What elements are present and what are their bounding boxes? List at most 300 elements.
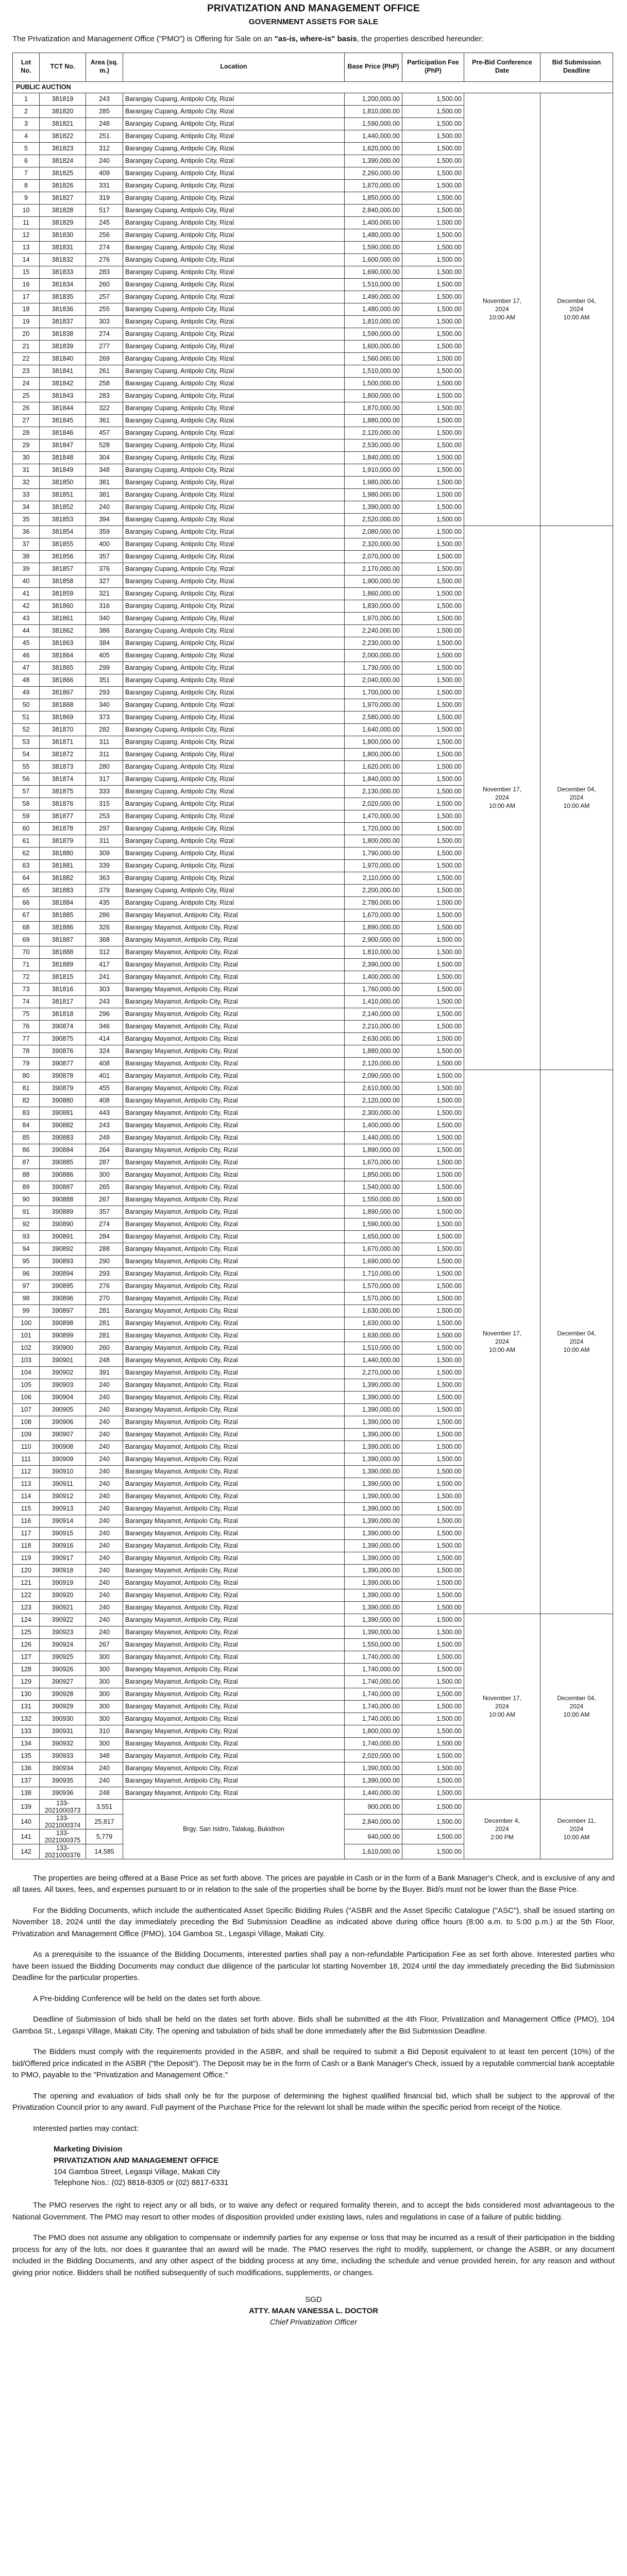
intro-tail: , the properties described hereunder: <box>357 35 484 43</box>
cell-location: Barangay Mayamot, Antipolo City, Rizal <box>123 1638 345 1651</box>
cell-tct: 381818 <box>40 1008 86 1020</box>
cell-fee: 1,500.00 <box>402 1379 464 1391</box>
cell-fee: 1,500.00 <box>402 785 464 798</box>
cell-lot: 102 <box>13 1342 40 1354</box>
cell-location: Barangay Cupang, Antipolo City, Rizal <box>123 216 345 229</box>
cell-price: 1,480,000.00 <box>345 229 402 241</box>
cell-location: Barangay Cupang, Antipolo City, Rizal <box>123 389 345 402</box>
deadline-line: 2024 <box>569 793 584 801</box>
paragraph-rights: The PMO reserves the right to reject any or all bids, or to waive any defect or required formality therein, and to accept the bids considered most advantageous to the National Government. The PMO may resort to other modes of disposition provided under existing laws, rules and regulations in case of a failure of public bidding. <box>12 2201 615 2222</box>
cell-tct: 381825 <box>40 167 86 179</box>
cell-area: 348 <box>86 464 123 476</box>
cell-tct: 390900 <box>40 1342 86 1354</box>
cell-price: 1,480,000.00 <box>345 303 402 315</box>
cell-price: 1,880,000.00 <box>345 1045 402 1057</box>
cell-tct: 381846 <box>40 427 86 439</box>
cell-fee: 1,500.00 <box>402 1440 464 1453</box>
cell-area: 241 <box>86 971 123 983</box>
cell-location: Barangay Cupang, Antipolo City, Rizal <box>123 253 345 266</box>
cell-area: 276 <box>86 1280 123 1292</box>
cell-area: 256 <box>86 229 123 241</box>
cell-area: 339 <box>86 859 123 872</box>
cell-lot: 12 <box>13 229 40 241</box>
notice-subtitle: GOVERNMENT ASSETS FOR SALE <box>248 18 379 26</box>
cell-deadline <box>540 1070 613 1614</box>
cell-location: Barangay Mayamot, Antipolo City, Rizal <box>123 909 345 921</box>
cell-area: 331 <box>86 179 123 192</box>
cell-lot: 129 <box>13 1675 40 1688</box>
cell-fee: 1,500.00 <box>402 476 464 488</box>
cell-area: 281 <box>86 1304 123 1317</box>
cell-area: 408 <box>86 1094 123 1107</box>
cell-fee: 1,500.00 <box>402 1626 464 1638</box>
cell-tct: 381887 <box>40 934 86 946</box>
cell-location: Barangay Mayamot, Antipolo City, Rizal <box>123 1478 345 1490</box>
cell-area: 326 <box>86 921 123 934</box>
cell-fee: 1,500.00 <box>402 1844 464 1859</box>
cell-lot: 126 <box>13 1638 40 1651</box>
cell-area: 240 <box>86 1453 123 1465</box>
cell-lot: 90 <box>13 1193 40 1206</box>
cell-price: 1,390,000.00 <box>345 155 402 167</box>
cell-tct: 390883 <box>40 1131 86 1144</box>
cell-area: 300 <box>86 1700 123 1713</box>
cell-fee: 1,500.00 <box>402 464 464 476</box>
cell-price: 1,620,000.00 <box>345 142 402 155</box>
cell-fee: 1,500.00 <box>402 1206 464 1218</box>
cell-area: 300 <box>86 1651 123 1663</box>
cell-location: Barangay Cupang, Antipolo City, Rizal <box>123 872 345 884</box>
cell-location: Barangay Mayamot, Antipolo City, Rizal <box>123 1156 345 1168</box>
cell-area: 443 <box>86 1107 123 1119</box>
cell-fee: 1,500.00 <box>402 216 464 229</box>
cell-location: Barangay Cupang, Antipolo City, Rizal <box>123 587 345 600</box>
cell-price: 2,170,000.00 <box>345 563 402 575</box>
cell-location: Barangay Mayamot, Antipolo City, Rizal <box>123 1675 345 1688</box>
cell-price: 2,390,000.00 <box>345 958 402 971</box>
cell-tct: 381856 <box>40 550 86 563</box>
cell-lot: 124 <box>13 1614 40 1626</box>
cell-location: Barangay Mayamot, Antipolo City, Rizal <box>123 1651 345 1663</box>
cell-fee: 1,500.00 <box>402 612 464 624</box>
cell-location: Barangay Cupang, Antipolo City, Rizal <box>123 142 345 155</box>
cell-price: 1,690,000.00 <box>345 1255 402 1267</box>
cell-tct: 390894 <box>40 1267 86 1280</box>
cell-tct: 390904 <box>40 1391 86 1403</box>
cell-area: 240 <box>86 1539 123 1552</box>
cell-fee: 1,500.00 <box>402 1045 464 1057</box>
cell-lot: 132 <box>13 1713 40 1725</box>
col-header-prebid: Pre-Bid Conference Date <box>464 53 540 81</box>
cell-tct: 390898 <box>40 1317 86 1329</box>
cell-lot: 35 <box>13 513 40 526</box>
cell-tct: 381844 <box>40 402 86 414</box>
cell-price: 1,510,000.00 <box>345 365 402 377</box>
cell-tct: 381843 <box>40 389 86 402</box>
prebid-line: December 4, <box>484 1817 520 1824</box>
cell-area: 280 <box>86 760 123 773</box>
cell-price: 1,390,000.00 <box>345 1539 402 1552</box>
cell-fee: 1,500.00 <box>402 291 464 303</box>
cell-fee: 1,500.00 <box>402 1829 464 1844</box>
cell-price: 2,840,000.00 <box>345 204 402 216</box>
cell-price: 2,140,000.00 <box>345 1008 402 1020</box>
intro-paragraph <box>12 33 615 45</box>
cell-area: 240 <box>86 155 123 167</box>
cell-area: 517 <box>86 204 123 216</box>
cell-price: 1,390,000.00 <box>345 1391 402 1403</box>
cell-price: 1,400,000.00 <box>345 1119 402 1131</box>
deadline-line: 10:00 AM <box>563 1834 590 1841</box>
cell-fee: 1,500.00 <box>402 649 464 662</box>
cell-lot: 37 <box>13 538 40 550</box>
cell-price: 1,470,000.00 <box>345 810 402 822</box>
cell-price: 1,790,000.00 <box>345 847 402 859</box>
cell-area: 257 <box>86 291 123 303</box>
cell-area: 240 <box>86 1626 123 1638</box>
cell-lot: 141 <box>13 1829 40 1844</box>
cell-area: 240 <box>86 1564 123 1577</box>
cell-fee: 1,500.00 <box>402 1366 464 1379</box>
cell-area: 240 <box>86 1379 123 1391</box>
cell-lot: 40 <box>13 575 40 587</box>
cell-fee: 1,500.00 <box>402 1663 464 1675</box>
cell-area: 317 <box>86 773 123 785</box>
contact-division: Marketing Division <box>54 2145 123 2154</box>
cell-fee: 1,500.00 <box>402 773 464 785</box>
cell-area: 435 <box>86 896 123 909</box>
cell-price: 1,630,000.00 <box>345 1317 402 1329</box>
cell-area: 281 <box>86 1317 123 1329</box>
cell-price: 1,590,000.00 <box>345 1218 402 1230</box>
cell-area: 300 <box>86 1675 123 1688</box>
deadline-line: 2024 <box>569 1702 584 1710</box>
cell-tct: 133-2021000375 <box>40 1829 86 1844</box>
cell-area: 409 <box>86 167 123 179</box>
cell-fee: 1,500.00 <box>402 278 464 291</box>
cell-fee: 1,500.00 <box>402 1675 464 1688</box>
cell-area: 290 <box>86 1255 123 1267</box>
cell-location: Barangay Mayamot, Antipolo City, Rizal <box>123 1329 345 1342</box>
cell-location: Barangay Cupang, Antipolo City, Rizal <box>123 93 345 105</box>
cell-price: 1,980,000.00 <box>345 476 402 488</box>
cell-lot: 114 <box>13 1490 40 1502</box>
cell-area: 240 <box>86 1515 123 1527</box>
cell-tct: 381889 <box>40 958 86 971</box>
cell-lot: 49 <box>13 686 40 699</box>
cell-fee: 1,500.00 <box>402 427 464 439</box>
cell-price: 1,690,000.00 <box>345 266 402 278</box>
cell-price: 1,700,000.00 <box>345 686 402 699</box>
cell-fee: 1,500.00 <box>402 1342 464 1354</box>
cell-tct: 381883 <box>40 884 86 896</box>
cell-fee: 1,500.00 <box>402 414 464 427</box>
cell-lot: 1 <box>13 93 40 105</box>
cell-area: 264 <box>86 1144 123 1156</box>
cell-price: 1,730,000.00 <box>345 662 402 674</box>
cell-fee: 1,500.00 <box>402 1267 464 1280</box>
cell-area: 258 <box>86 377 123 389</box>
cell-fee: 1,500.00 <box>402 1230 464 1243</box>
cell-location: Barangay Cupang, Antipolo City, Rizal <box>123 600 345 612</box>
cell-tct: 381838 <box>40 328 86 340</box>
cell-fee: 1,500.00 <box>402 1131 464 1144</box>
cell-fee: 1,500.00 <box>402 1465 464 1478</box>
cell-location: Barangay Cupang, Antipolo City, Rizal <box>123 266 345 278</box>
cell-tct: 390925 <box>40 1651 86 1663</box>
cell-price: 2,130,000.00 <box>345 785 402 798</box>
cell-lot: 109 <box>13 1428 40 1440</box>
cell-lot: 17 <box>13 291 40 303</box>
cell-lot: 42 <box>13 600 40 612</box>
cell-lot: 11 <box>13 216 40 229</box>
cell-fee: 1,500.00 <box>402 1713 464 1725</box>
cell-price: 1,390,000.00 <box>345 1453 402 1465</box>
cell-area: 346 <box>86 1020 123 1032</box>
cell-tct: 390885 <box>40 1156 86 1168</box>
cell-tct: 381833 <box>40 266 86 278</box>
cell-tct: 390891 <box>40 1230 86 1243</box>
cell-area: 351 <box>86 674 123 686</box>
cell-price: 1,390,000.00 <box>345 1440 402 1453</box>
cell-tct: 390903 <box>40 1379 86 1391</box>
cell-lot: 58 <box>13 798 40 810</box>
cell-lot: 110 <box>13 1440 40 1453</box>
cell-tct: 390888 <box>40 1193 86 1206</box>
cell-fee: 1,500.00 <box>402 995 464 1008</box>
cell-location: Barangay Mayamot, Antipolo City, Rizal <box>123 1292 345 1304</box>
col-header-tct: TCT No. <box>40 53 86 81</box>
cell-fee: 1,500.00 <box>402 142 464 155</box>
cell-tct: 381822 <box>40 130 86 142</box>
cell-location: Barangay Mayamot, Antipolo City, Rizal <box>123 1601 345 1614</box>
cell-lot: 72 <box>13 971 40 983</box>
cell-location: Barangay Mayamot, Antipolo City, Rizal <box>123 1440 345 1453</box>
cell-tct: 390919 <box>40 1577 86 1589</box>
cell-fee: 1,500.00 <box>402 699 464 711</box>
cell-price: 1,600,000.00 <box>345 340 402 352</box>
cell-lot: 25 <box>13 389 40 402</box>
cell-location: Barangay Mayamot, Antipolo City, Rizal <box>123 1008 345 1020</box>
cell-fee: 1,500.00 <box>402 1193 464 1206</box>
cell-tct: 390895 <box>40 1280 86 1292</box>
cell-location: Barangay Mayamot, Antipolo City, Rizal <box>123 1342 345 1354</box>
cell-lot: 108 <box>13 1416 40 1428</box>
cell-tct: 390926 <box>40 1663 86 1675</box>
cell-location: Barangay Cupang, Antipolo City, Rizal <box>123 798 345 810</box>
cell-tct: 390897 <box>40 1304 86 1317</box>
cell-area: 253 <box>86 810 123 822</box>
cell-location: Barangay Cupang, Antipolo City, Rizal <box>123 192 345 204</box>
cell-tct: 381828 <box>40 204 86 216</box>
cell-tct: 390906 <box>40 1416 86 1428</box>
cell-fee: 1,500.00 <box>402 1490 464 1502</box>
cell-area: 260 <box>86 278 123 291</box>
cell-area: 293 <box>86 1267 123 1280</box>
cell-tct: 381839 <box>40 340 86 352</box>
cell-fee: 1,500.00 <box>402 1564 464 1577</box>
signatory-name: ATTY. MAAN VANESSA L. DOCTOR <box>248 2306 379 2315</box>
cell-price: 2,210,000.00 <box>345 1020 402 1032</box>
cell-area: 284 <box>86 1230 123 1243</box>
cell-location: Barangay Mayamot, Antipolo City, Rizal <box>123 921 345 934</box>
cell-lot: 95 <box>13 1255 40 1267</box>
table-row <box>13 1799 613 1814</box>
cell-location: Barangay Mayamot, Antipolo City, Rizal <box>123 1614 345 1626</box>
cell-location: Barangay Cupang, Antipolo City, Rizal <box>123 563 345 575</box>
cell-lot: 15 <box>13 266 40 278</box>
cell-location: Barangay Mayamot, Antipolo City, Rizal <box>123 1070 345 1082</box>
cell-lot: 89 <box>13 1181 40 1193</box>
cell-price: 1,740,000.00 <box>345 1700 402 1713</box>
cell-price: 2,200,000.00 <box>345 884 402 896</box>
cell-area: 408 <box>86 1057 123 1070</box>
cell-fee: 1,500.00 <box>402 229 464 241</box>
cell-tct: 390905 <box>40 1403 86 1416</box>
cell-fee: 1,500.00 <box>402 1020 464 1032</box>
cell-area: 359 <box>86 526 123 538</box>
cell-location: Barangay Cupang, Antipolo City, Rizal <box>123 612 345 624</box>
cell-fee: 1,500.00 <box>402 896 464 909</box>
cell-lot: 77 <box>13 1032 40 1045</box>
cell-deadline <box>540 1614 613 1799</box>
cell-lot: 19 <box>13 315 40 328</box>
cell-price: 2,900,000.00 <box>345 934 402 946</box>
cell-tct: 381826 <box>40 179 86 192</box>
cell-tct: 390902 <box>40 1366 86 1379</box>
cell-lot: 103 <box>13 1354 40 1366</box>
cell-fee: 1,500.00 <box>402 1814 464 1829</box>
cell-area: 312 <box>86 142 123 155</box>
org-title: PRIVATIZATION AND MANAGEMENT OFFICE <box>207 3 420 14</box>
cell-area: 391 <box>86 1366 123 1379</box>
cell-area: 300 <box>86 1713 123 1725</box>
table-row <box>13 1614 613 1626</box>
cell-lot: 31 <box>13 464 40 476</box>
cell-location: Barangay Mayamot, Antipolo City, Rizal <box>123 1502 345 1515</box>
cell-lot: 64 <box>13 872 40 884</box>
cell-fee: 1,500.00 <box>402 748 464 760</box>
cell-fee: 1,500.00 <box>402 711 464 723</box>
cell-price: 1,390,000.00 <box>345 501 402 513</box>
cell-price: 1,980,000.00 <box>345 488 402 501</box>
cell-location: Barangay Cupang, Antipolo City, Rizal <box>123 155 345 167</box>
prebid-line: 2024 <box>495 1702 509 1710</box>
cell-prebid <box>464 526 540 1070</box>
cell-area: 414 <box>86 1032 123 1045</box>
cell-area: 340 <box>86 699 123 711</box>
cell-area: 311 <box>86 736 123 748</box>
cell-tct: 390931 <box>40 1725 86 1737</box>
cell-tct: 381823 <box>40 142 86 155</box>
cell-price: 1,880,000.00 <box>345 414 402 427</box>
cell-price: 1,510,000.00 <box>345 1342 402 1354</box>
cell-area: 322 <box>86 402 123 414</box>
cell-area: 304 <box>86 451 123 464</box>
cell-area: 340 <box>86 612 123 624</box>
cell-location: Barangay Cupang, Antipolo City, Rizal <box>123 649 345 662</box>
cell-price: 1,540,000.00 <box>345 1181 402 1193</box>
cell-fee: 1,500.00 <box>402 822 464 835</box>
cell-location: Barangay Mayamot, Antipolo City, Rizal <box>123 1119 345 1131</box>
cell-tct: 133-2021000374 <box>40 1814 86 1829</box>
cell-tct: 390912 <box>40 1490 86 1502</box>
cell-price: 1,410,000.00 <box>345 995 402 1008</box>
cell-lot: 21 <box>13 340 40 352</box>
cell-area: 315 <box>86 798 123 810</box>
cell-fee: 1,500.00 <box>402 93 464 105</box>
cell-fee: 1,500.00 <box>402 1577 464 1589</box>
cell-price: 1,610,000.00 <box>345 1844 402 1859</box>
cell-area: 3,551 <box>86 1799 123 1814</box>
paragraph-deposit: The Bidders must comply with the requirements provided in the ASBR, and shall be required to submit a Bid Deposit equivalent to at least ten percent (10%) of the bid/Offered price indicated in the ASBR ("the Deposit"). The Deposit may be in the form of Cash or a Bank Manager's Check, issued by a reputable commercial bank acceptable to PMO, payable to the "Privatization and Management Office." <box>12 2047 615 2079</box>
cell-area: 248 <box>86 117 123 130</box>
cell-location: Barangay Mayamot, Antipolo City, Rizal <box>123 1787 345 1799</box>
cell-price: 1,740,000.00 <box>345 1663 402 1675</box>
cell-lot: 131 <box>13 1700 40 1713</box>
cell-fee: 1,500.00 <box>402 1156 464 1168</box>
cell-fee: 1,500.00 <box>402 1255 464 1267</box>
cell-fee: 1,500.00 <box>402 340 464 352</box>
cell-lot: 68 <box>13 921 40 934</box>
cell-fee: 1,500.00 <box>402 884 464 896</box>
prebid-line: 2024 <box>495 305 509 313</box>
cell-tct: 390917 <box>40 1552 86 1564</box>
cell-fee: 1,500.00 <box>402 501 464 513</box>
prebid-line: 2:00 PM <box>490 1834 514 1841</box>
cell-price: 2,120,000.00 <box>345 1094 402 1107</box>
cell-price: 2,020,000.00 <box>345 798 402 810</box>
paragraph-contact-intro: Interested parties may contact: <box>33 2124 139 2133</box>
cell-area: 270 <box>86 1292 123 1304</box>
cell-tct: 390930 <box>40 1713 86 1725</box>
cell-tct: 390889 <box>40 1206 86 1218</box>
prebid-line: November 17, <box>482 297 522 304</box>
cell-lot: 119 <box>13 1552 40 1564</box>
cell-lot: 79 <box>13 1057 40 1070</box>
cell-location: Barangay Mayamot, Antipolo City, Rizal <box>123 1304 345 1317</box>
cell-location: Barangay Mayamot, Antipolo City, Rizal <box>123 1428 345 1440</box>
cell-price: 1,600,000.00 <box>345 253 402 266</box>
cell-fee: 1,500.00 <box>402 760 464 773</box>
cell-location: Barangay Cupang, Antipolo City, Rizal <box>123 464 345 476</box>
cell-fee: 1,500.00 <box>402 1403 464 1416</box>
cell-lot: 20 <box>13 328 40 340</box>
cell-price: 1,440,000.00 <box>345 1787 402 1799</box>
cell-lot: 46 <box>13 649 40 662</box>
cell-fee: 1,500.00 <box>402 1082 464 1094</box>
intro-basis: "as-is, where-is" basis <box>274 35 357 43</box>
cell-tct: 381836 <box>40 303 86 315</box>
cell-lot: 53 <box>13 736 40 748</box>
notice-header <box>0 0 627 26</box>
cell-tct: 381859 <box>40 587 86 600</box>
cell-price: 1,390,000.00 <box>345 1465 402 1478</box>
cell-location: Barangay Cupang, Antipolo City, Rizal <box>123 427 345 439</box>
cell-location: Barangay Mayamot, Antipolo City, Rizal <box>123 1255 345 1267</box>
cell-tct: 381863 <box>40 637 86 649</box>
cell-price: 1,440,000.00 <box>345 130 402 142</box>
prebid-line: 10:00 AM <box>489 1346 515 1354</box>
cell-price: 1,740,000.00 <box>345 1651 402 1663</box>
cell-tct: 381824 <box>40 155 86 167</box>
cell-tct: 390890 <box>40 1218 86 1230</box>
cell-area: 401 <box>86 1070 123 1082</box>
cell-fee: 1,500.00 <box>402 167 464 179</box>
cell-price: 2,120,000.00 <box>345 1057 402 1070</box>
cell-tct: 390878 <box>40 1070 86 1082</box>
cell-fee: 1,500.00 <box>402 352 464 365</box>
